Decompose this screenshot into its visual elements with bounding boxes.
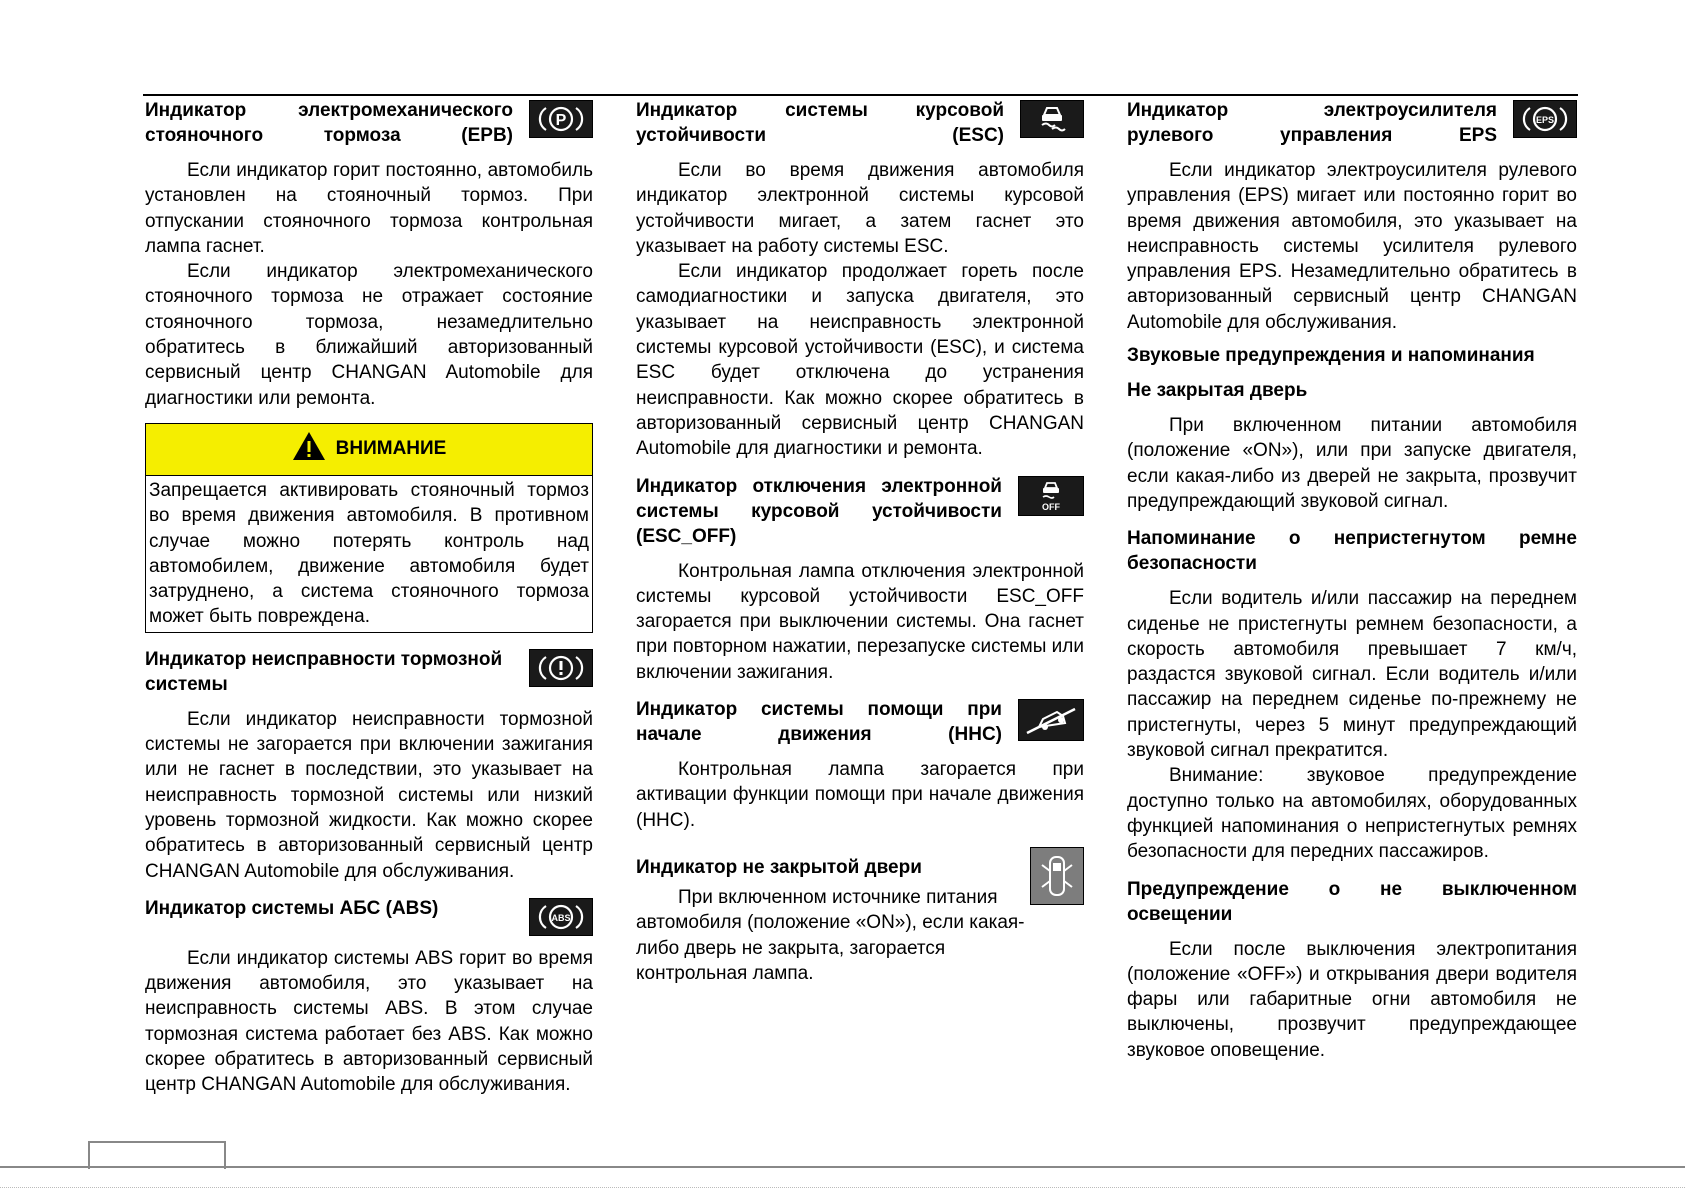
section-header-hhc: [636, 697, 1084, 747]
paragraph-door-open: При включенном питании автомобиля (положение «ON»), или при запуске двигателя, если какая-либо из дверей не закрыта, прозвучит предупреждающий звуковой сигнал.: [1127, 415, 1577, 512]
paragraph-lights: Если после выключения электропитания (положение «OFF») и открывания двери водителя фары или габаритные огни автомобиля не выключены, прозвучит предупреждающее звуковое оповещение.: [1127, 938, 1577, 1061]
section-header-esc-off: [636, 474, 1084, 549]
abs-icon-text: ABS: [551, 912, 571, 923]
esc-off-icon: [1018, 476, 1084, 516]
hill-hold-icon: [1018, 699, 1084, 741]
parking-brake-letter: P: [555, 112, 567, 129]
section-header-brake: [145, 647, 593, 697]
heading-sound: Звуковые предупреждения и напоминания: [1127, 345, 1535, 367]
heading-epb: Индикатор электромеханического стояночного тормоза (EPB): [145, 100, 513, 146]
section-header-eps: [1127, 98, 1577, 148]
column-1: [145, 98, 593, 1098]
paragraph-belt-2: Внимание: звуковое предупреждение доступно только на автомобилях, оборудованных функцией напоминания о непристегнутых ремнях безопасности для передних пассажиров.: [1127, 765, 1577, 863]
top-rule: [143, 94, 1578, 96]
bottom-dotted-line: [0, 1187, 1685, 1188]
paragraph-esc-2: Если индикатор продолжает гореть после самодиагностики и запуска двигателя, это указывает на неисправность электронной системы курсовой устойчивости (ESC), и система ESC будет отключена до устранения неисправности. Как можно скорее обратитесь в авторизованный сервисный центр CHANGAN Automobile для диагностики и ремонта.: [636, 261, 1084, 460]
paragraph-eps: Если индикатор электроусилителя рулевого управления (EPS) мигает или постоянно горит во время движения автомобиля, это указывает на неисправность системы усилителя рулевого управления EPS. Незамедлительно обратитесь в авторизованный сервисный центр CHANGAN Automobile для обслуживания.: [1127, 160, 1577, 333]
paragraph-door: При включенном источнике питания автомобиля (положение «ON»), если какая-либо дверь не закрыта, загорается контрольная лампа.: [636, 886, 1025, 984]
paragraph-belt-1: Если водитель и/или пассажир на переднем сиденье не пристегнуты ремнем безопасности, а скорость автомобиля превышает 7 км/ч, раздастся звуковой сигнал. Если водитель и/или пассажир на переднем сиденье по-прежнему не пристегнуты, через 5 минут предупреждающий звуковой сигнал прекратится.: [1127, 588, 1577, 762]
heading-abs: Индикатор системы АБС (ABS): [145, 897, 439, 919]
heading-brake: Индикатор неисправности тормозной системы: [145, 648, 503, 695]
paragraph-epb-1: Если индикатор горит постоянно, автомобиль установлен на стояночный тормоз. При отпускании стояночного тормоза контрольная лампа гаснет.: [145, 160, 593, 257]
heading-door-open: Не закрытая дверь: [1127, 380, 1308, 402]
door-open-icon: [1030, 847, 1084, 905]
section-header-epb: [145, 98, 593, 148]
paragraph-abs: Если индикатор системы ABS горит во время движения автомобиля, это указывает на неисправность системы ABS. В этом случае тормозная система работает без ABS. Как можно скорее обратитесь в авторизованный сервисный центр CHANGAN Automobile для обслуживания.: [145, 947, 593, 1096]
paragraph-brake: Если индикатор неисправности тормозной системы не загорается при включении зажигания или не гаснет в последствии, это указывает на неисправность тормозной системы или низкий уровень тормозной жидкости. Как можно скорее обратитесь в авторизованный сервисный центр CHANGAN Automobile для обслуживания.: [145, 708, 593, 882]
eps-icon-text: EPS: [1535, 115, 1555, 125]
paragraph-hhc: Контрольная лампа загорается при активации функции помощи при начале движения (HHC).: [636, 759, 1084, 831]
section-header-abs: [145, 896, 593, 936]
section-header-esc: [636, 98, 1084, 148]
heading-door: Индикатор не закрытой двери: [636, 856, 922, 878]
warning-title: ВНИМАНИЕ: [335, 438, 447, 460]
heading-belt: Напоминание о непристегнутом ремне безопасности: [1127, 528, 1577, 575]
heading-esc-off: Индикатор отключения электронной системы курсовой устойчивости (ESC_OFF): [636, 475, 1002, 547]
brake-fault-icon: [529, 649, 593, 687]
paragraph-esc-off: Контрольная лампа отключения электронной системы курсовой устойчивости ESC_OFF загорается при выключении системы. Она гаснет при повторном нажатии, перезапуске системы или включении зажигания.: [636, 560, 1084, 683]
abs-icon: [529, 898, 593, 936]
warning-triangle-icon: [292, 431, 326, 467]
bottom-rule: [0, 1166, 1685, 1168]
page-tab: [88, 1141, 226, 1169]
paragraph-epb-2: Если индикатор электромеханического стояночного тормоза не отражает состояние стояночного тормоза, незамедлительно обратитесь в ближайший авторизованный сервисный центр CHANGAN Automobile для диагностики или ремонта.: [145, 261, 593, 409]
paragraph-esc-1: Если во время движения автомобиля индикатор электронной системы курсовой устойчивости мигает, а затем гаснет это указывает на работу системы ESC.: [636, 160, 1084, 257]
esc-off-icon-text: OFF: [1042, 501, 1060, 512]
warning-text: Запрещается активировать стояночный тормоз во время движения автомобиля. В противном случае можно потерять контроль над автомобилем, движение автомобиля будет затруднено, а система стояночного тормоза может быть повреждена.: [149, 479, 589, 628]
eps-icon: [1513, 100, 1577, 138]
esc-icon: [1020, 100, 1084, 138]
parking-brake-icon: [529, 100, 593, 138]
column-2: [636, 98, 1084, 986]
heading-esc: Индикатор системы курсовой устойчивости (ESC): [636, 100, 1004, 146]
heading-eps: Индикатор электроусилителя рулевого управления EPS: [1127, 100, 1497, 146]
heading-lights: Предупреждение о не выключенном освещении: [1127, 878, 1577, 925]
warning-header: [146, 424, 592, 476]
heading-hhc: Индикатор системы помощи при начале движения (HHC): [636, 699, 1002, 746]
column-3: [1127, 98, 1577, 1063]
warning-box: [145, 423, 593, 633]
